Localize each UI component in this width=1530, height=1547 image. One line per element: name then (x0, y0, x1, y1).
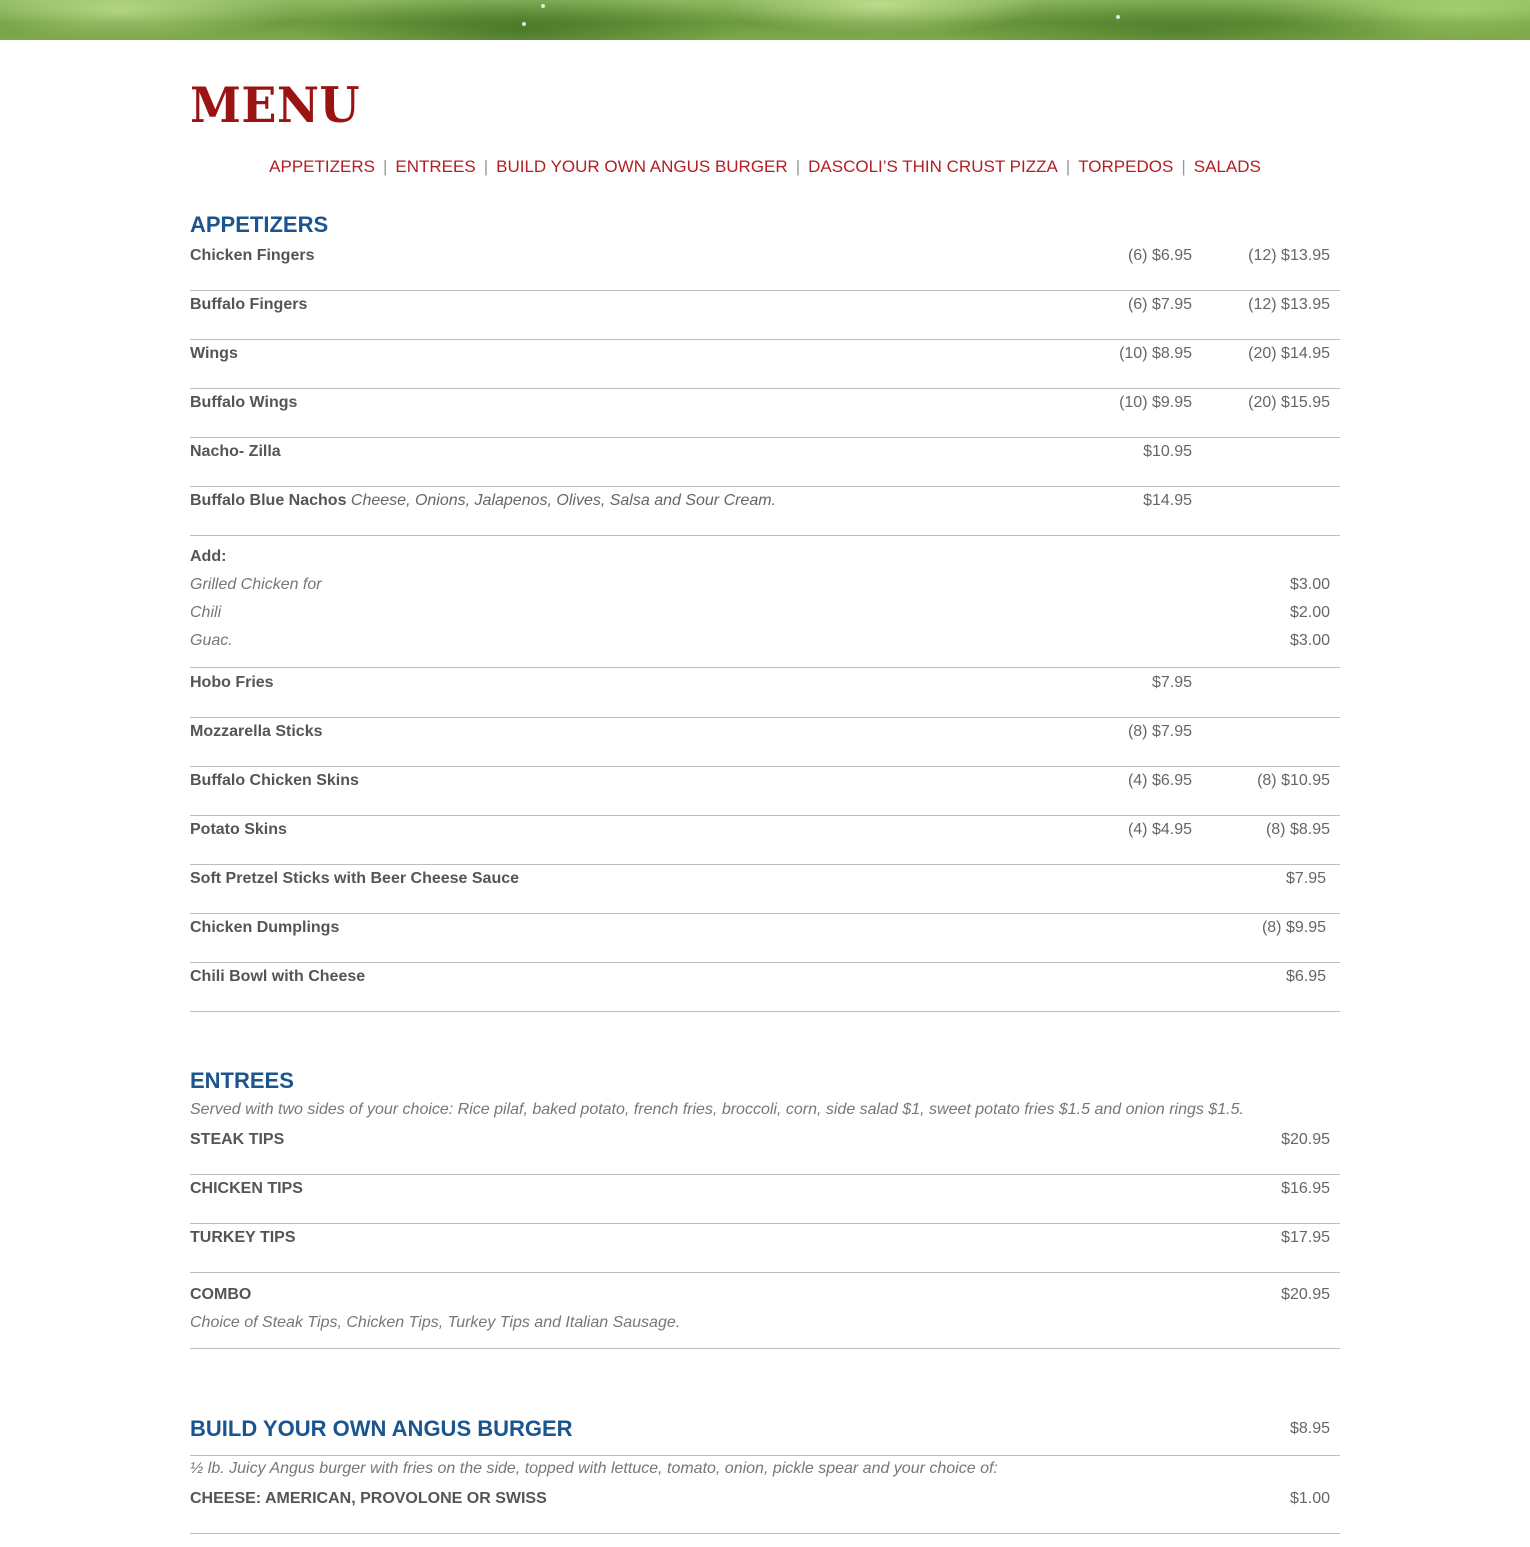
nav-separator: | (1065, 157, 1071, 176)
item-name: STEAK TIPS (190, 1131, 285, 1148)
hero-banner-image (0, 0, 1530, 40)
item-description: Choice of Steak Tips, Chicken Tips, Turkey Tips and Italian Sausage. (190, 1314, 681, 1331)
menu-item-row (190, 864, 1340, 914)
item-name (190, 492, 776, 510)
item-name: Buffalo Wings (190, 394, 298, 411)
item-price: $20.95 (1281, 1131, 1330, 1148)
menu-item-row (190, 290, 1340, 340)
hero-highlight (541, 4, 545, 8)
nav-separator: | (382, 157, 388, 176)
item-price: (8) $9.95 (1261, 919, 1326, 936)
nav-separator: | (1181, 157, 1186, 176)
add-on-price: $2.00 (1289, 604, 1330, 621)
item-name: Chili Bowl with Cheese (190, 968, 366, 985)
nav-entrees[interactable]: ENTREES (395, 157, 476, 176)
add-ons-block (190, 535, 1340, 668)
item-name: Chicken Fingers (190, 247, 315, 264)
menu-item-row (190, 1223, 1340, 1273)
menu-item-row (190, 962, 1340, 1012)
menu-item-row (190, 668, 1340, 718)
item-price: $7.95 (1285, 870, 1326, 887)
nav-separator: | (483, 157, 489, 176)
item-title: Buffalo Blue Nachos (190, 492, 347, 509)
nav-salads[interactable]: SALADS (1193, 157, 1261, 176)
item-price-small: (6) $7.95 (1127, 296, 1192, 313)
item-price: $6.95 (1285, 968, 1326, 985)
item-price-small: (4) $6.95 (1127, 772, 1192, 789)
item-name: Buffalo Fingers (190, 296, 308, 313)
menu-item-combo (190, 1272, 1340, 1349)
item-name: Buffalo Chicken Skins (190, 772, 359, 789)
item-name: CHICKEN TIPS (190, 1180, 303, 1197)
item-price: $14.95 (1143, 492, 1192, 509)
menu-item-row (190, 486, 1340, 536)
item-price-small: (6) $6.95 (1127, 247, 1192, 264)
add-on-name: Guac. (190, 632, 233, 649)
item-price-large: (8) $8.95 (1265, 821, 1330, 838)
nav-appetizers[interactable]: APPETIZERS (269, 157, 375, 176)
item-price: $1.00 (1289, 1490, 1330, 1507)
menu-item-row (190, 717, 1340, 767)
burger-section-header (190, 1408, 1340, 1456)
category-nav (190, 157, 1340, 177)
add-on-name: Chili (190, 604, 222, 621)
nav-burger[interactable]: BUILD YOUR OWN ANGUS BURGER (496, 157, 788, 176)
item-name: Mozzarella Sticks (190, 723, 323, 740)
nav-torpedos[interactable]: TORPEDOS (1078, 157, 1174, 176)
entrees-note: Served with two sides of your choice: Rice pilaf, baked potato, french fries, broccoli, corn, side salad $1, sweet potato fries $1.5 and onion rings $1.5. (190, 1101, 1244, 1118)
item-price: $20.95 (1281, 1286, 1330, 1303)
item-price-small: (10) $9.95 (1119, 394, 1192, 411)
hero-highlight (522, 22, 526, 26)
item-price-large: (8) $10.95 (1257, 772, 1330, 789)
item-price-large: (12) $13.95 (1248, 296, 1330, 313)
item-price: $10.95 (1143, 443, 1192, 460)
item-name: CHEESE: AMERICAN, PROVOLONE OR SWISS (190, 1490, 547, 1507)
item-price: $7.95 (1151, 674, 1192, 691)
menu-item-row (190, 339, 1340, 389)
section-title-entrees: ENTREES (190, 1068, 294, 1093)
page-title: MENU (190, 76, 361, 134)
item-price: $17.95 (1281, 1229, 1330, 1246)
item-price-small: (4) $4.95 (1127, 821, 1192, 838)
menu-item-row (190, 388, 1340, 438)
menu-item-row (190, 1174, 1340, 1224)
add-on-name: Grilled Chicken for (190, 576, 322, 593)
menu-item-row (190, 437, 1340, 487)
section-title-burger: BUILD YOUR OWN ANGUS BURGER (190, 1416, 573, 1441)
hero-highlight (1116, 15, 1120, 19)
nav-separator: | (795, 157, 801, 176)
menu-item-row (190, 913, 1340, 963)
menu-item-row (190, 815, 1340, 865)
item-price: (8) $7.95 (1127, 723, 1192, 740)
item-name: Hobo Fries (190, 674, 274, 691)
section-title-appetizers: APPETIZERS (190, 212, 329, 237)
item-name: Wings (190, 345, 238, 362)
item-name: Chicken Dumplings (190, 919, 340, 936)
item-name: Nacho- Zilla (190, 443, 281, 460)
item-price-large: (20) $15.95 (1248, 394, 1330, 411)
add-on-price: $3.00 (1289, 576, 1330, 593)
add-ons-label: Add: (190, 548, 227, 565)
item-price-large: (20) $14.95 (1248, 345, 1330, 362)
item-price-small: (10) $8.95 (1119, 345, 1192, 362)
burger-base-price: $8.95 (1289, 1420, 1330, 1437)
item-description: Cheese, Onions, Jalapenos, Olives, Salsa and Sour Cream. (350, 492, 777, 509)
nav-pizza[interactable]: DASCOLI’S THIN CRUST PIZZA (808, 157, 1058, 176)
burger-note: ½ lb. Juicy Angus burger with fries on the side, topped with lettuce, tomato, onion, pickle spear and your choice of: (190, 1460, 998, 1477)
item-name: TURKEY TIPS (190, 1229, 296, 1246)
menu-item-row (190, 1125, 1340, 1175)
item-name: Potato Skins (190, 821, 287, 838)
item-price: $16.95 (1281, 1180, 1330, 1197)
item-name: COMBO (190, 1286, 252, 1303)
menu-item-row (190, 241, 1340, 291)
item-name: Soft Pretzel Sticks with Beer Cheese Sauce (190, 870, 520, 887)
menu-item-row (190, 766, 1340, 816)
item-price-large: (12) $13.95 (1248, 247, 1330, 264)
menu-item-row (190, 1484, 1340, 1534)
add-on-price: $3.00 (1289, 632, 1330, 649)
